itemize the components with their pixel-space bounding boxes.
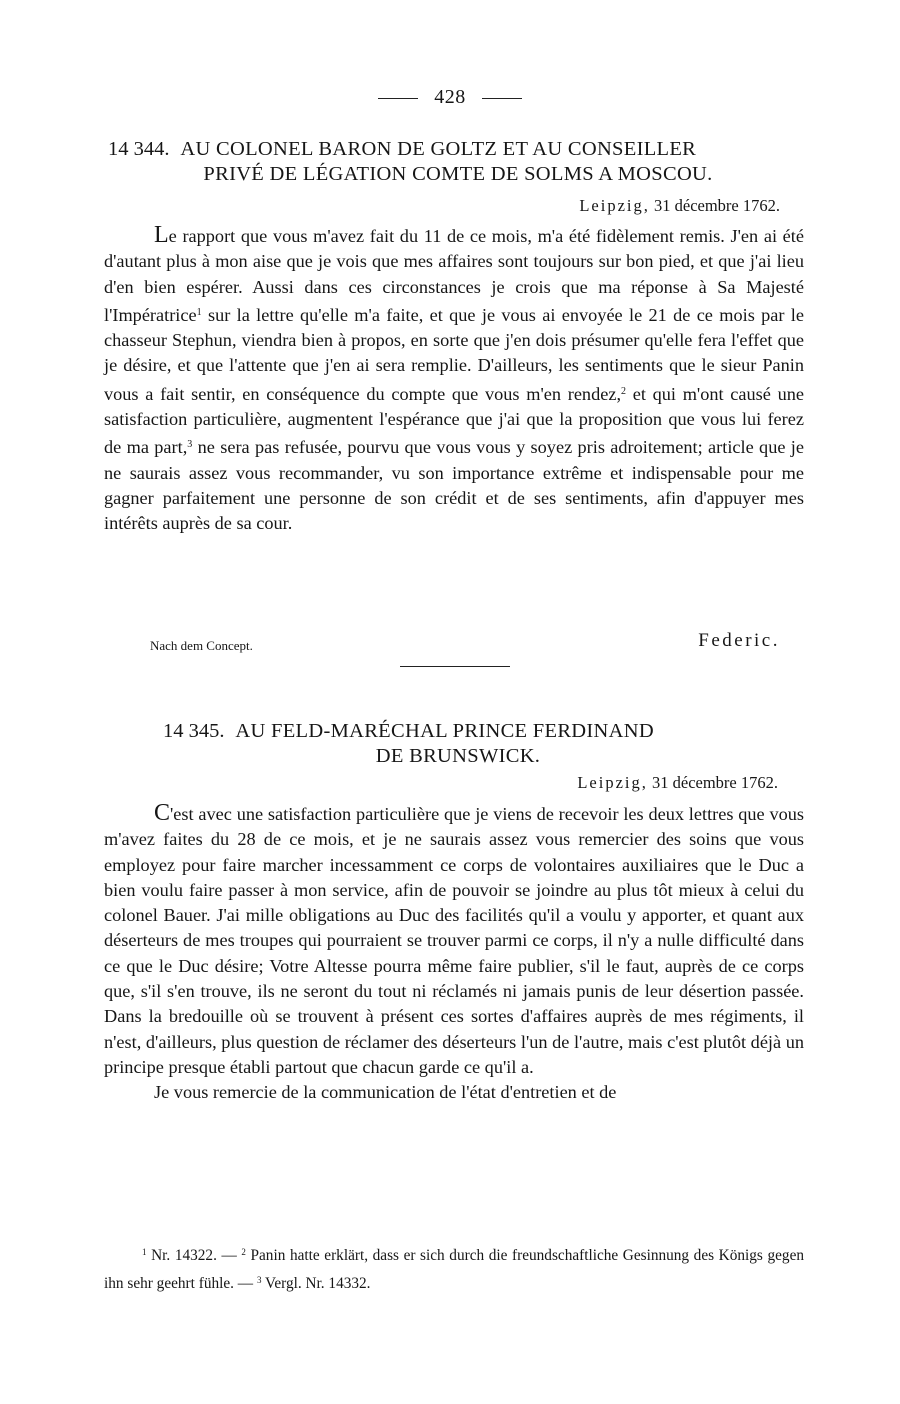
footnote-ref: 2 [621,385,627,397]
letter-date: 31 décembre 1762. [654,196,780,215]
footnote-number: 2 [241,1247,246,1257]
letter-body [104,801,804,1106]
letter-paragraph [104,801,804,1080]
letter-closing [150,630,780,660]
letter-place: Leipzig, [579,196,650,215]
letter-dateline [579,196,780,216]
letter-heading [108,137,808,187]
paragraph-text: 'est avec une satisfaction particulière que je viens de recevoir les deux lettres que vous m'avez faites du 28 de ce mois, et je ne saurais assez vous remercier des soins que vous employez pour faire marcher incessamment ce corps de volontaires auxiliaires que le Duc a bien voulu faire passer à mon service, afin de pouvoir se joindre au plus tôt mieux à celui du colonel Bauer. J'ai mille obligations au Duc des facilités qu'il a voulu y apporter, et quant aux déserteurs de mes troupes qui pourraient se trouver parmi ce corps, il n'y a nulle difficulté dans ce que le Duc désire; Votre Altesse pourra même faire publier, s'il le faut, auprès de ce corps que, s'il s'en trouve, ils ne seront du tout ni réclamés ni jamais punis de leur désertion passée. Dans la bredouille où se trouvent à présent ces sortes d'affaires auprès de mes régiments, il n'est, d'ailleurs, plus question de réclamer des déserteurs l'un de l'autre, mais c'est plutôt déjà un principe presque établi partout que chacun garde ce qu'il a. [104,804,804,1077]
letter-paragraph [104,1080,804,1105]
letter-recipient-continued: DE BRUNSWICK. [375,745,541,767]
letter-recipient-continued: PRIVÉ DE LÉGATION COMTE DE SOLMS A MOSCOU. [203,163,713,185]
paragraph-text: Je vous remercie de la communication de l'état d'entretien et de [154,1082,617,1103]
footnote-body: Panin hatte erklärt, dass er sich durch die freundschaftliche Gesinnung des Königs gegen ihn sehr geehrt fühle. — [104,1247,805,1292]
paragraph-text: e rapport que vous m'avez fait du 11 de ce mois, m'a été fidèlement remis. J'en ai été d'autant plus à mon aise que je vois que mes affaires sont toujours sur bon pied, et que j'ai lieu d'en bien espérer. Aussi dans ces circonstances je crois que ma réponse à Sa Majesté l'Impératrice [104,226,804,325]
page-number-dash-left [378,98,418,99]
footnote-ref: 3 [187,439,193,451]
letter-body [104,223,804,537]
footnote-number: 3 [256,1275,262,1285]
footnotes [104,1240,804,1296]
footnote-number: 1 [142,1247,147,1257]
footnote-body: Vergl. Nr. 14332. [261,1275,371,1292]
footnote-body: Nr. 14322. — [146,1247,242,1264]
page-number-text: 428 [434,86,466,108]
letter-heading [163,719,753,769]
initial-letter: C [154,800,171,826]
page-number [0,86,900,109]
paragraph-text: et qui m'ont causé une satisfaction particulière, augmentent l'espérance que j'ai que la proposition que vous lui ferez de ma part, [104,383,804,458]
letter-heading-line [163,719,753,744]
letter-paragraph [104,223,804,537]
footnote-ref: 1 [196,306,202,318]
signature: Federic. [698,630,780,651]
letter-heading-line [108,137,808,162]
section-separator [400,666,510,667]
letter-number: 14 345. [163,720,225,742]
paragraph-text: sur la lettre qu'elle m'a faite, et que je vous ai envoyée le 21 de ce mois par le chasseur Stephun, viendra bien à propos, en sorte que j'en dois présumer qu'elle fera l'effet que je désire, et que l'attente que j'en ai sera remplie. D'ailleurs, les sentiments que le sieur Panin vous a fait sentir, en conséquence du compte que vous m'en rendez, [104,304,804,404]
initial-letter: L [154,222,169,248]
source-note: Nach dem Concept. [150,638,253,653]
footnote-text [104,1240,804,1296]
letter-dateline [577,773,778,793]
letter-date: 31 décembre 1762. [652,773,778,792]
page-number-dash-right [482,98,522,99]
paragraph-text: ne sera pas refusée, pourvu que vous vous y soyez pris adroitement; article que je ne saurais assez vous recommander, vu son importance extrême et indispensable pour me gagner parfaitement une personne de son crédit et de ses sentiments, afin d'appuyer mes intérêts auprès de sa cour. [104,437,804,534]
letter-recipient: AU FELD-MARÉCHAL PRINCE FERDINAND [235,720,654,742]
letter-place: Leipzig, [577,773,648,792]
letter-number: 14 344. [108,138,170,160]
letter-recipient: AU COLONEL BARON DE GOLTZ ET AU CONSEILLER [180,138,697,160]
